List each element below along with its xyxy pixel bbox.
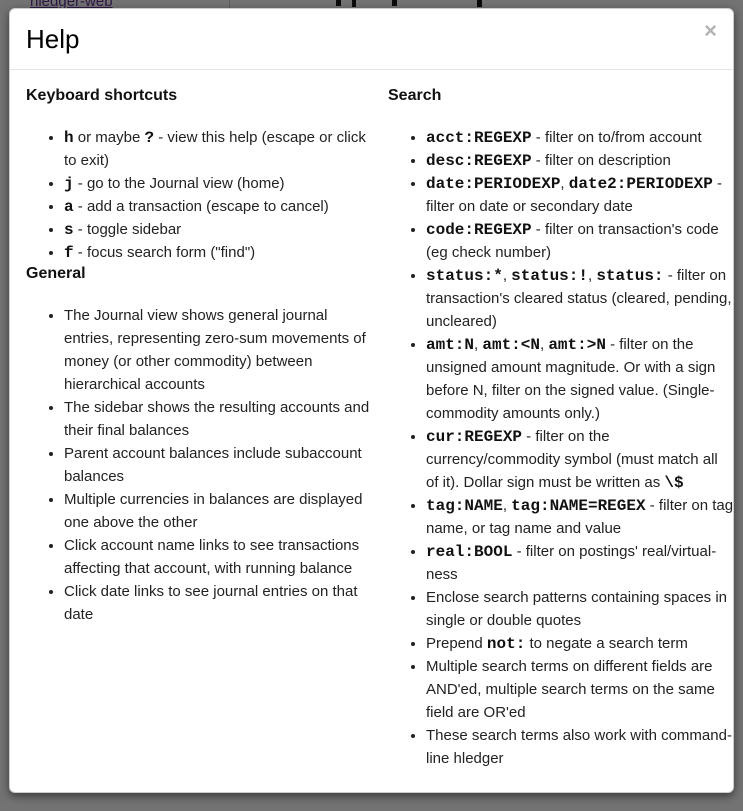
list-item: • code:REGEXP - filter on transaction's code (eg check number) [426,218,734,264]
list-item: • Click account name links to see transactions affecting that account, with running balance [64,534,372,580]
code-term: a [64,198,74,216]
list-item: • j - go to the Journal view (home) [64,172,372,195]
keyboard-shortcuts-list [26,126,372,264]
list-item: • Click date links to see journal entries on that date [64,580,372,626]
general-section [26,264,372,626]
code-term: code:REGEXP [426,221,532,239]
code-term: not: [486,635,526,653]
section-heading-search: Search [388,87,442,104]
list-item: • These search terms also work with command-line hledger [426,724,734,770]
list-item: • acct:REGEXP - filter on to/from account [426,126,734,149]
code-term: amt:N [426,336,475,354]
keyboard-shortcuts-section [26,86,372,264]
section-heading-general: General [26,265,86,282]
code-term: amt:>N [548,336,606,354]
code-term: s [64,221,74,239]
list-item: • f - focus search form ("find") [64,241,372,264]
list-item: • amt:N, amt:<N, amt:>N - filter on the unsigned amount magnitude. Or with a sign before N, filter on the signed value. (Single-commodity amounts only.) [426,333,734,425]
modal-title: Help [26,24,80,54]
list-item: • Parent account balances include subaccount balances [64,442,372,488]
search-section [388,86,734,770]
list-item: • Multiple currencies in balances are displayed one above the other [64,488,372,534]
list-item: • desc:REGEXP - filter on description [426,149,734,172]
list-item: • status:*, status:!, status: - filter on transaction's cleared status (cleared, pending, uncleared) [426,264,734,333]
code-term: acct:REGEXP [426,129,532,147]
code-term: j [64,175,74,193]
code-term: h [64,129,74,147]
code-term: cur:REGEXP [426,428,523,446]
modal-header [10,9,733,70]
list-item: • Prepend not: to negate a search term [426,632,734,655]
code-term: real:BOOL [426,543,513,561]
code-term: status: [596,267,664,285]
left-column [26,86,372,770]
list-item: • The Journal view shows general journal entries, representing zero-sum movements of money (or other commodity) between hierarchical accounts [64,304,372,396]
list-item: • s - toggle sidebar [64,218,372,241]
code-term: tag:NAME [426,497,503,515]
list-item: • Enclose search patterns containing spaces in single or double quotes [426,586,734,632]
code-term: tag:NAME=REGEX [511,497,646,515]
list-item: • Multiple search terms on different fields are AND'ed, multiple search terms on the same field are OR'ed [426,655,734,724]
code-term: desc:REGEXP [426,152,532,170]
right-column [388,86,734,770]
list-item: • date:PERIODEXP, date2:PERIODEXP - filter on date or secondary date [426,172,734,218]
list-item: • tag:NAME, tag:NAME=REGEX - filter on tag name, or tag name and value [426,494,734,540]
code-term: date2:PERIODEXP [568,175,713,193]
code-term: date:PERIODEXP [426,175,561,193]
code-term: status:* [426,267,503,285]
list-item: • cur:REGEXP - filter on the currency/commodity symbol (must match all of it). Dollar sign must be written as \$ [426,425,734,494]
general-list [26,304,372,626]
code-term: status:! [511,267,588,285]
code-term: \$ [664,474,684,492]
list-item: • The sidebar shows the resulting accounts and their final balances [64,396,372,442]
help-modal [9,8,734,793]
code-term: ? [144,129,155,147]
code-term: f [64,244,74,262]
modal-body [10,70,733,794]
code-term: amt:<N [482,336,540,354]
section-heading-keyboard-shortcuts: Keyboard shortcuts [26,87,178,104]
close-icon[interactable]: × [704,18,717,43]
list-item: • real:BOOL - filter on postings' real/virtual-ness [426,540,734,586]
list-item: • h or maybe ? - view this help (escape or click to exit) [64,126,372,172]
search-terms-list [388,126,734,770]
list-item: • a - add a transaction (escape to cancel) [64,195,372,218]
